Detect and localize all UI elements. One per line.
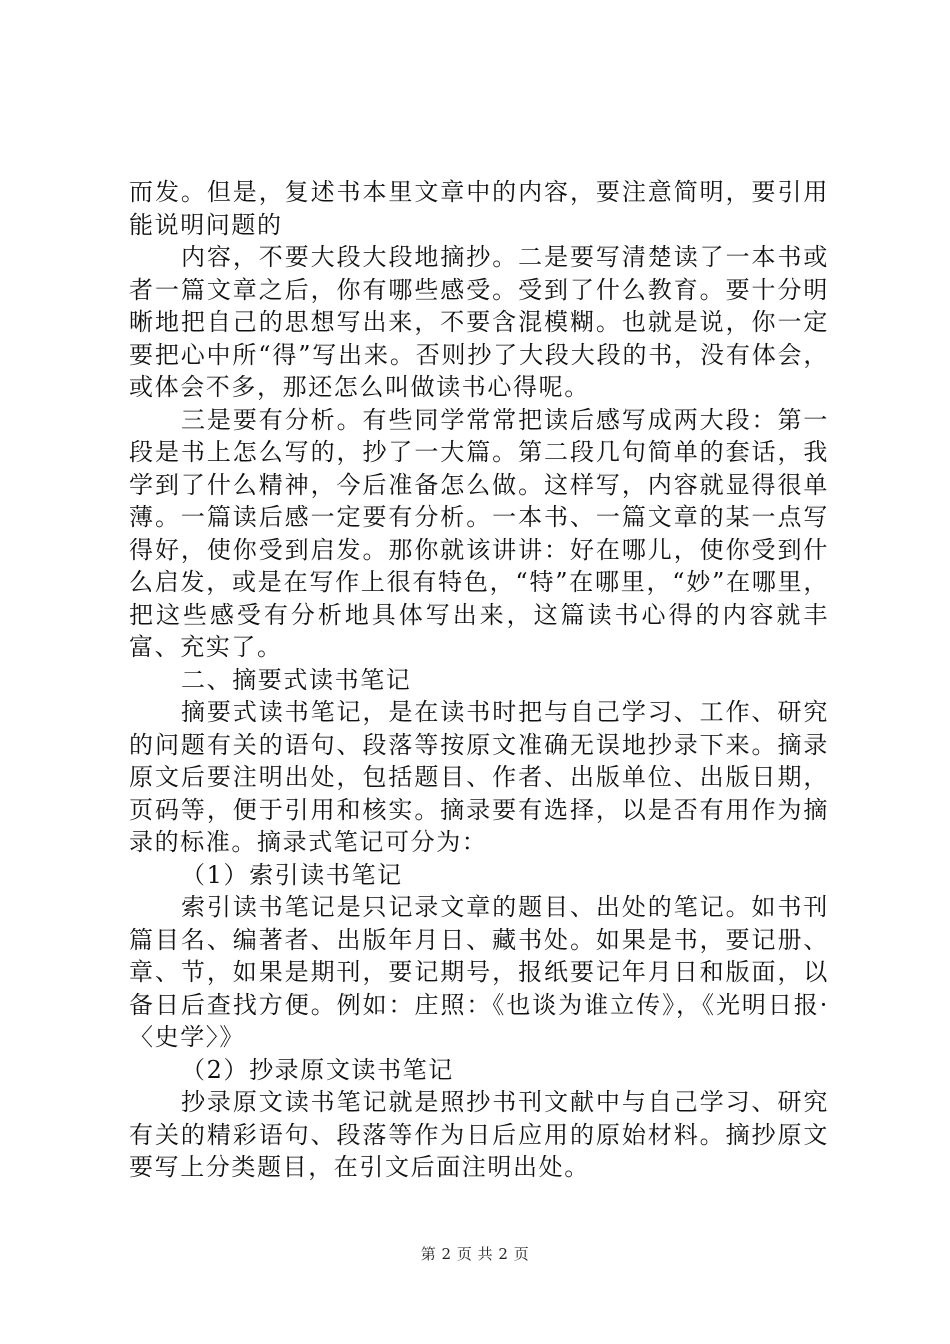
paragraph-point-two: 内容，不要大段大段地摘抄。二是要写清楚读了一本书或者一篇文章之后，你有哪些感受。受到了什么教育。要十分明晰地把自己的思想写出来，不要含混模糊。也就是说，你一定要把心中所“得”写出来。否则抄了大段大段的书，没有体会，或体会不多，那还怎么叫做读书心得呢。 (129, 243, 829, 401)
section-heading-summary-notes: 二、摘要式读书笔记 (181, 665, 412, 694)
subheading-index-notes: （1）索引读书笔记 (181, 860, 403, 889)
paragraph-summary-notes: 摘要式读书笔记，是在读书时把与自己学习、工作、研究的问题有关的语句、段落等按原文准确无误地抄录下来。摘录原文后要注明出处，包括题目、作者、出版单位、出版日期，页码等，便于引用和核实。摘录要有选择，以是否有用作为摘录的标准。摘录式笔记可分为： (129, 698, 829, 856)
page-number-footer: 第 2 页 共 2 页 (420, 1245, 530, 1263)
paragraph-transcription-notes: 抄录原文读书笔记就是照抄书刊文献中与自己学习、研究有关的精彩语句、段落等作为日后应用的原始材料。摘抄原文要写上分类题目，在引文后面注明出处。 (129, 1088, 829, 1181)
paragraph-continuation: 而发。但是，复述书本里文章中的内容，要注意简明，要引用能说明问题的 (129, 178, 829, 239)
paragraph-index-notes: 索引读书笔记是只记录文章的题目、出处的笔记。如书刊篇目名、编著者、出版年月日、藏书处。如果是书，要记册、章、节，如果是期刊，要记期号，报纸要记年月日和版面，以备日后查找方便。例如：庄照：《也谈为谁立传》，《光明日报·〈史学〉》 (129, 893, 829, 1051)
paragraph-point-three: 三是要有分析。有些同学常常把读后感写成两大段：第一段是书上怎么写的，抄了一大篇。第二段几句简单的套话，我学到了什么精神，今后准备怎么做。这样写，内容就显得很单薄。一篇读后感一定要有分析。一本书、一篇文章的某一点写得好，使你受到启发。那你就该讲讲：好在哪儿，使你受到什么启发，或是在写作上很有特色，“特”在哪里，“妙”在哪里，把这些感受有分析地具体写出来，这篇读书心得的内容就丰富、充实了。 (129, 405, 829, 661)
document-body (129, 176, 829, 1184)
subheading-transcription-notes: （2）抄录原文读书笔记 (181, 1055, 454, 1084)
